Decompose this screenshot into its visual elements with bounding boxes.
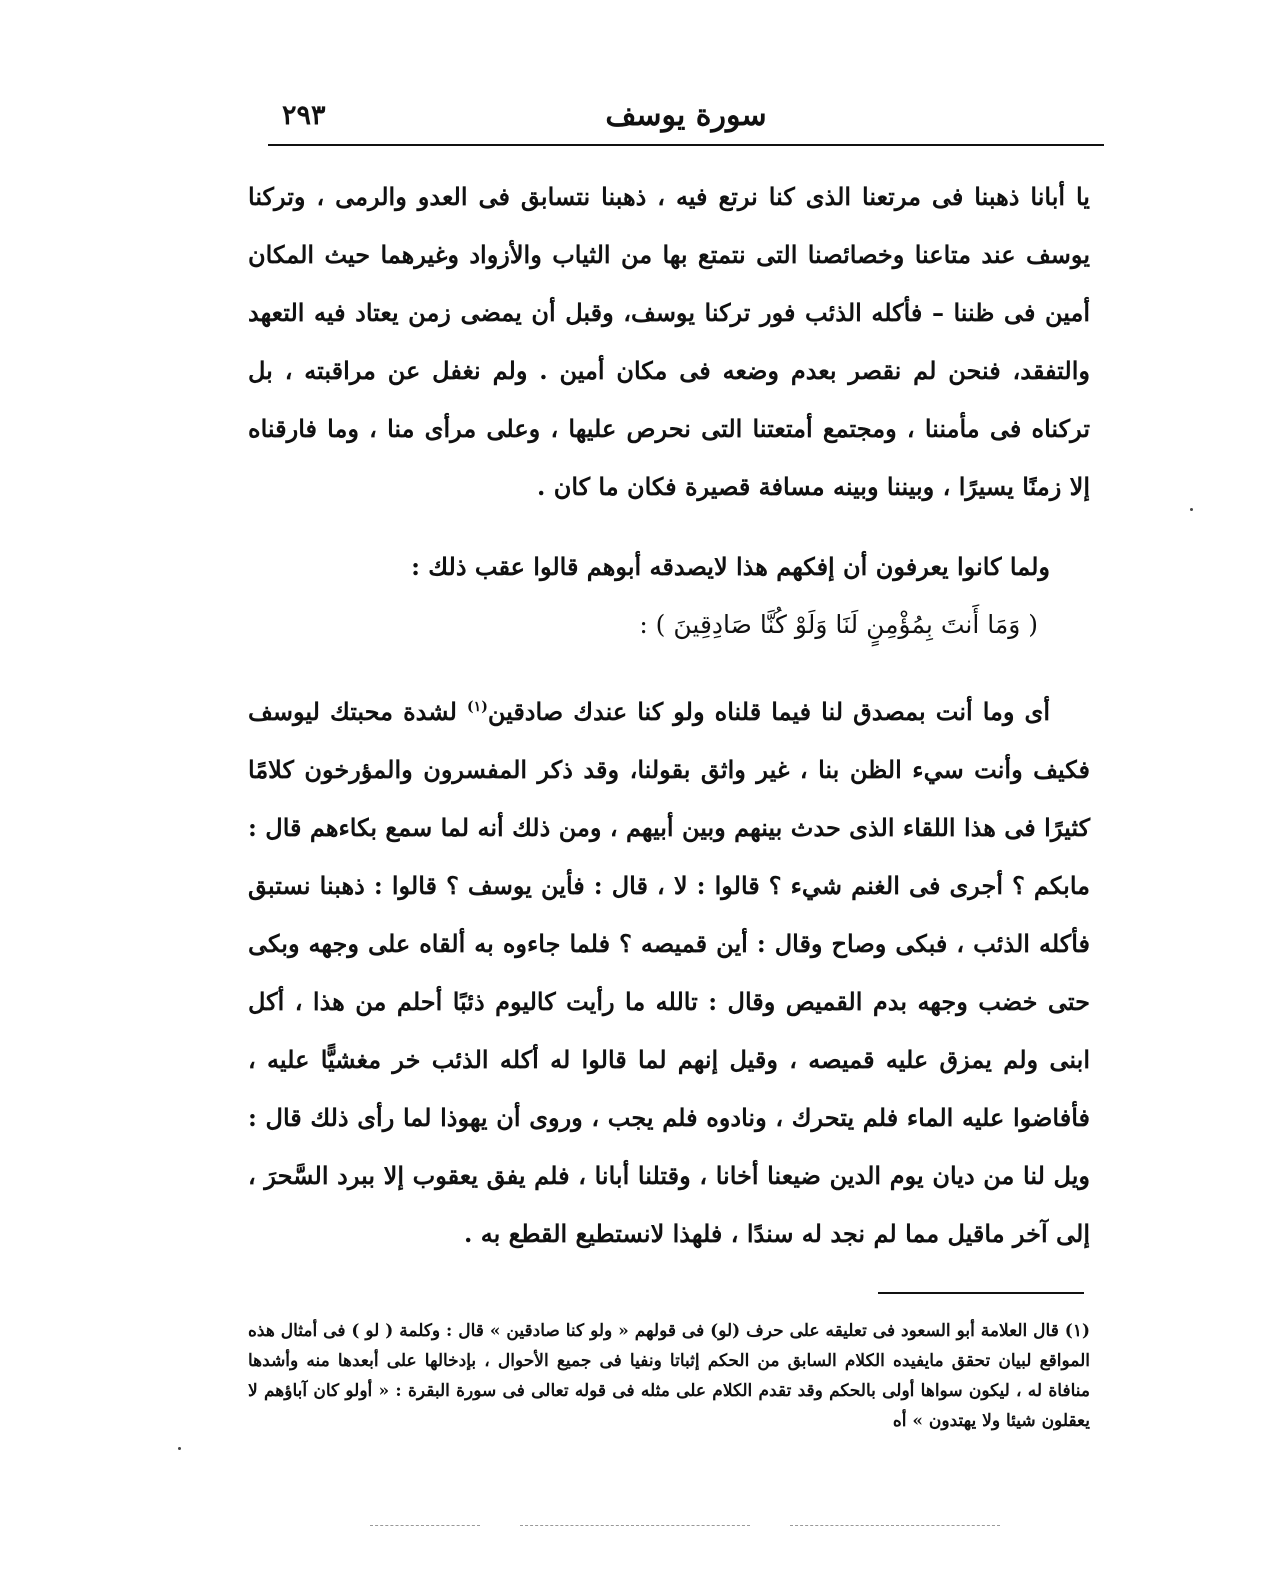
scan-edge-mark <box>370 1525 480 1526</box>
paragraph-block-2 <box>248 538 1090 654</box>
footnote-reference: (١) <box>467 699 488 715</box>
body-paragraph: يا أبانا ذهبنا فى مرتعنا الذى كنا نرتع فيه ، ذهبنا نتسابق فى العدو والرمى ، وتركنا يوسف عند متاعنا وخصائصنا التى نتمتع بها من الثياب والأزواد وغيرهما حيث المكان أمين فى ظننا – فأكله الذئب فور تركنا يوسف، وقبل أن يمضى زمن يعتاد فيه التعهد والتفقد، فنحن لم نقصر بعدم وضعه فى مكان أمين . ولم نغفل عن مراقبته ، بل تركناه فى مأمننا ، ومجتمع أمتعتنا التى نحرص عليها ، وعلى مرأى منا ، وما فارقناه إلا زمنًا يسيرًا ، وبيننا وبينه مسافة قصيرة فكان ما كان . <box>248 182 1091 501</box>
intro-paragraph: ولما كانوا يعرفون أن إفكهم هذا لايصدقه أبوهم قالوا عقب ذلك : <box>411 552 1050 581</box>
footnote-divider <box>878 1292 1084 1294</box>
scan-edge-mark <box>520 1525 750 1526</box>
page-header <box>268 92 1104 144</box>
chapter-title: سورة يوسف <box>605 98 767 133</box>
scan-speck <box>178 1447 181 1450</box>
commentary-start: أى وما أنت بمصدق لنا فيما قلناه ولو كنا عندك صادقين <box>487 697 1050 726</box>
header-divider <box>268 144 1104 146</box>
quran-verse: ( وَمَا أَنتَ بِمُؤْمِنٍ لَنَا وَلَوْ كُنَّا صَادِقِينَ ) : <box>639 610 1038 639</box>
commentary-paragraph <box>248 678 1090 1263</box>
footnote: (١) قال العلامة أبو السعود فى تعليقه على حرف (لو) فى قولهم « ولو كنا صادقين » قال : وكلمة ( لو ) فى أمثال هذه المواقع لبيان تحقق مايفيده الكلام السابق من الحكم إثباتا ونفيا فى جميع الأحوال ، بإدخالها على أبعدها منه وأشدها منافاة له ، ليكون سواها أولى بالحكم وقد تقدم الكلام على مثله فى قوله تعالى فى سورة البقرة : « أولو كان آباؤهم لا يعقلون شيئا ولا يهتدون » أه <box>248 1321 1090 1431</box>
paragraph-block-1 <box>248 168 1090 516</box>
commentary-continuation: لشدة محبتك ليوسف فكيف وأنت سيء الظن بنا ، غير واثق بقولنا، وقد ذكر المفسرون والمؤرخون كلامًا كثيرًا فى هذا اللقاء الذى حدث بينهم وبين أبيهم ، ومن ذلك أنه لما سمع بكاءهم قال : مابكم ؟ أجرى فى الغنم شيء ؟ قالوا : لا ، قال : فأين يوسف ؟ قالوا : ذهبنا نستبق فأكله الذئب ، فبكى وصاح وقال : أين قميصه ؟ فلما جاءوه به ألقاه على وجهه وبكى حتى خضب وجهه بدم القميص وقال : تالله ما رأيت كاليوم ذئبًا أحلم من هذا ، أكل ابنى ولم يمزق عليه قميصه ، وقيل إنهم لما قالوا له أكله الذئب خر مغشيًّا عليه ، فأفاضوا عليه الماء فلم يتحرك ، ونادوه فلم يجب ، وروى أن يهوذا لما رأى ذلك قال : ويل لنا من ديان يوم الدين ضيعنا أخانا ، وقتلنا أبانا ، فلم يفق يعقوب إلا ببرد السَّحرَ ، إلى آخر ماقيل مما لم نجد له سندًا ، فلهذا لانستطيع القطع به . <box>248 697 1091 1248</box>
scan-edge-mark <box>790 1525 1000 1526</box>
paragraph-block-3 <box>248 678 1090 1263</box>
page-number: ٢٩٣ <box>282 100 326 131</box>
scan-speck <box>1190 508 1193 511</box>
